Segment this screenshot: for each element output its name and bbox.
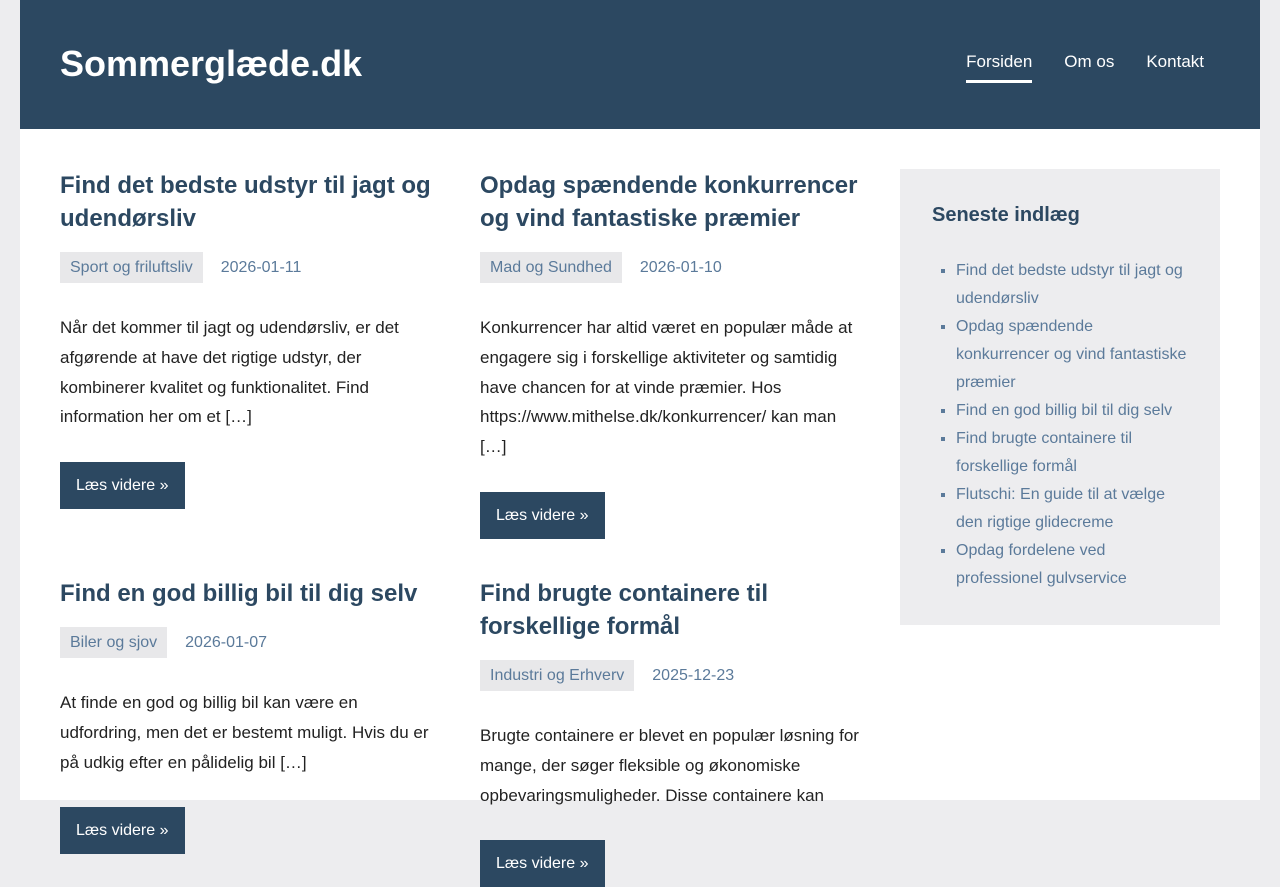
post-date[interactable]: 2026-01-07 bbox=[185, 633, 267, 651]
post-date[interactable]: 2025-12-23 bbox=[652, 666, 735, 684]
site-title[interactable]: Sommerglæde.dk bbox=[60, 43, 363, 84]
post-excerpt: At finde en god og billig bil kan være en udfordring, men det er bestemt muligt. Hvis du er på udkig efter en pålidelig bil […] bbox=[60, 693, 429, 772]
post-meta bbox=[60, 627, 440, 658]
recent-posts-list bbox=[932, 257, 1188, 593]
category-badge[interactable]: Sport og friluftsliv bbox=[60, 252, 203, 283]
post-meta bbox=[60, 252, 440, 283]
post-meta bbox=[480, 252, 860, 283]
site-header bbox=[20, 0, 1260, 129]
post-date[interactable]: 2026-01-10 bbox=[639, 258, 722, 276]
recent-post-link[interactable]: ▪ Find brugte containere til forskellige formål bbox=[956, 425, 1188, 481]
post-excerpt: Når det kommer til jagt og udendørsliv, er det afgørende at have det rigtige udstyr, der kombinerer kvalitet og funktionalitet. Find information her om et […] bbox=[60, 318, 399, 427]
page bbox=[20, 0, 1260, 873]
read-more-button[interactable]: Læs videre » bbox=[60, 807, 185, 854]
category-badge[interactable]: Mad og Sundhed bbox=[480, 252, 622, 283]
nav-item-kontakt[interactable]: Kontakt bbox=[1146, 52, 1204, 71]
main-nav bbox=[934, 52, 1204, 83]
post-title[interactable]: Opdag spændende konkurrencer og vind fantastiske præmier bbox=[480, 172, 858, 232]
recent-post-link[interactable]: ▪ Opdag fordelene ved professionel gulvservice bbox=[956, 537, 1188, 593]
post-card bbox=[60, 169, 440, 509]
post-card bbox=[480, 577, 860, 887]
category-badge[interactable]: Biler og sjov bbox=[60, 627, 167, 658]
read-more-button[interactable]: Læs videre » bbox=[480, 840, 605, 887]
post-excerpt: Brugte containere er blevet en populær løsning for mange, der søger fleksible og økonomiske opbevaringsmuligheder. Disse containere kan bbox=[480, 726, 859, 805]
post-card bbox=[60, 577, 440, 854]
sidebar bbox=[900, 169, 1220, 625]
nav-item-forsiden[interactable]: Forsiden bbox=[966, 52, 1032, 83]
post-title[interactable]: Find det bedste udstyr til jagt og udendørsliv bbox=[60, 172, 431, 232]
post-meta bbox=[480, 660, 860, 691]
read-more-button[interactable]: Læs videre » bbox=[480, 492, 605, 539]
nav-item-om-os[interactable]: Om os bbox=[1064, 52, 1115, 71]
read-more-button[interactable]: Læs videre » bbox=[60, 462, 185, 509]
recent-post-link[interactable]: ▪ Opdag spændende konkurrencer og vind fantastiske præmier bbox=[956, 313, 1188, 397]
post-title[interactable]: Find brugte containere til forskellige formål bbox=[480, 580, 769, 640]
post-excerpt: Konkurrencer har altid været en populær måde at engagere sig i forskellige aktiviteter og samtidig have chancen for at vinde præmier. Hos https://www.mithelse.dk/konkurrencer/ kan man […] bbox=[480, 318, 853, 457]
widget-title: Seneste indlæg bbox=[932, 204, 1080, 226]
post-title[interactable]: Find en god billig bil til dig selv bbox=[60, 580, 418, 607]
recent-post-link[interactable]: ▪ Flutschi: En guide til at vælge den rigtige glidecreme bbox=[956, 481, 1188, 537]
post-card bbox=[480, 169, 860, 539]
category-badge[interactable]: Industri og Erhverv bbox=[480, 660, 634, 691]
recent-post-link[interactable]: ▪ Find en god billig bil til dig selv bbox=[956, 397, 1188, 425]
recent-post-link[interactable]: ▪ Find det bedste udstyr til jagt og udendørsliv bbox=[956, 257, 1188, 313]
post-date[interactable]: 2026-01-11 bbox=[220, 258, 302, 276]
